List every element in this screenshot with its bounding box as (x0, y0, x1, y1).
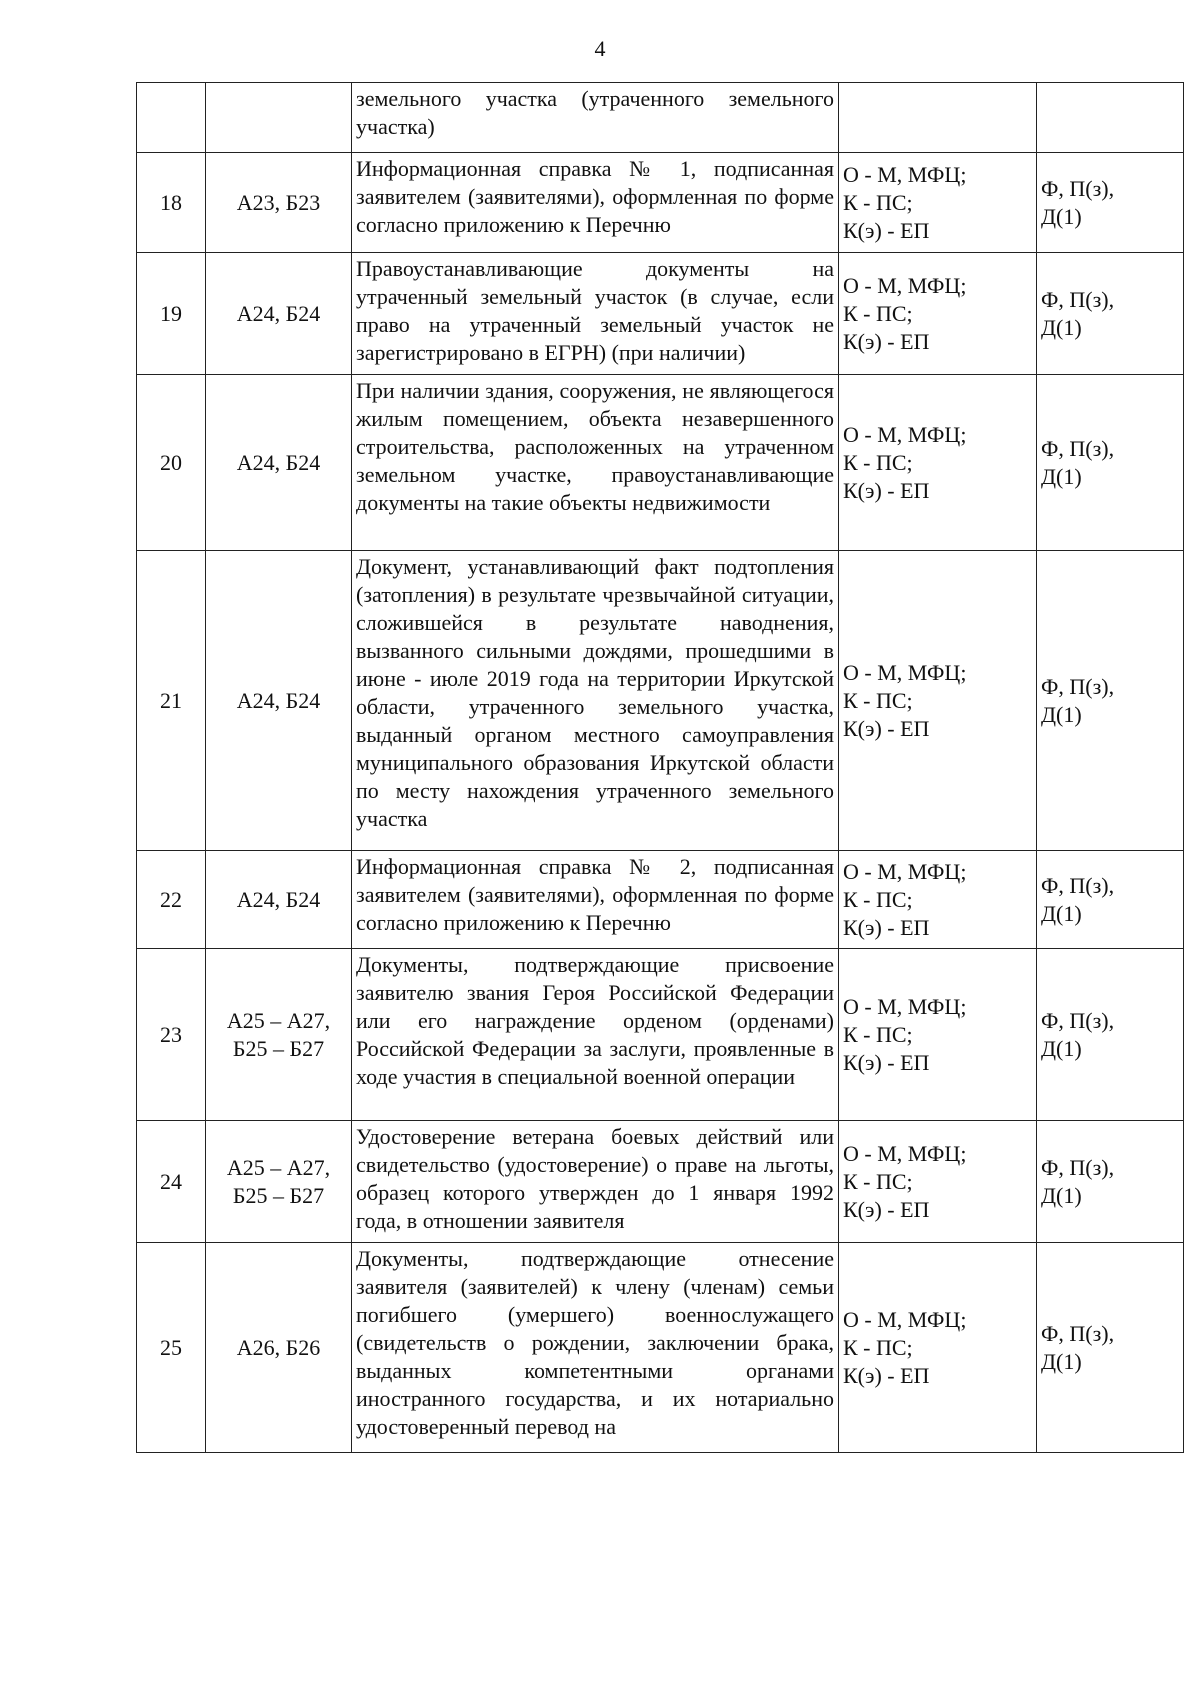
table-row (137, 83, 1184, 153)
row-submission-method (839, 1121, 1037, 1243)
submission-method-line: О - М, МФЦ; (843, 161, 967, 187)
row-submission-method (839, 851, 1037, 949)
row-number (137, 83, 206, 153)
row-number: 24 (137, 1121, 206, 1243)
row-description: Документ, устанавливающий факт подтопления (затопления) в результате чрезвычайной ситуации, сложившейся в результате наводнения, вызванного сильными дождями, прошедшими в июне - июле 2019 года на территории Иркутской области, утраченного земельного участка, выданный органом местного самоуправления муниципального образования Иркутской области по месту нахождения утраченного земельного участка (352, 551, 839, 851)
row-code (206, 83, 352, 153)
row-description: При наличии здания, сооружения, не являющегося жилым помещением, объекта незавершенного строительства, расположенных на утраченном земельном участке, правоустанавливающие документы на такие объекты недвижимости (352, 375, 839, 551)
submission-method-line: К - ПС; (843, 189, 913, 215)
row-document-codes (1037, 153, 1184, 253)
submission-method-line: К(э) - ЕП (843, 477, 930, 503)
document-code-line: Д(1) (1041, 463, 1082, 489)
row-description: Информационная справка № 1, подписанная заявителем (заявителями), оформленная по форме согласно приложению к Перечню (352, 153, 839, 253)
submission-method-line: О - М, МФЦ; (843, 993, 967, 1019)
table-row (137, 949, 1184, 1121)
row-number: 18 (137, 153, 206, 253)
row-document-codes (1037, 851, 1184, 949)
row-description: Информационная справка № 2, подписанная заявителем (заявителями), оформленная по форме согласно приложению к Перечню (352, 851, 839, 949)
submission-method-line: К(э) - ЕП (843, 328, 930, 354)
submission-method-line: К(э) - ЕП (843, 217, 930, 243)
row-document-codes (1037, 1243, 1184, 1453)
submission-method-line: О - М, МФЦ; (843, 659, 967, 685)
document-code-line: Ф, П(з), (1041, 175, 1115, 201)
table-row (137, 153, 1184, 253)
document-code-line: Ф, П(з), (1041, 435, 1115, 461)
row-description: Правоустанавливающие документы на утраченный земельный участок (в случае, если право на утраченный земельный участок не зарегистрировано в ЕГРН) (при наличии) (352, 253, 839, 375)
row-document-codes (1037, 1121, 1184, 1243)
row-description: Документы, подтверждающие отнесение заявителя (заявителей) к члену (членам) семьи погибшего (умершего) военнослужащего (свидетельств о рождении, заключении брака, выданных компетентными органами иностранного государства, и их нотариально удостоверенный перевод на (352, 1243, 839, 1453)
row-document-codes (1037, 375, 1184, 551)
table-row (137, 851, 1184, 949)
submission-method-line: К - ПС; (843, 1334, 913, 1360)
document-code-line: Д(1) (1041, 900, 1082, 926)
row-submission-method (839, 83, 1037, 153)
submission-method-line: К(э) - ЕП (843, 715, 930, 741)
submission-method-line: О - М, МФЦ; (843, 858, 967, 884)
row-submission-method (839, 253, 1037, 375)
table-row (137, 1243, 1184, 1453)
row-number: 25 (137, 1243, 206, 1453)
row-description: Документы, подтверждающие присвоение заявителю звания Героя Российской Федерации или его награждение орденом (орденами) Российской Федерации за заслуги, проявленные в ходе участия в специальной военной операции (352, 949, 839, 1121)
document-code-line: Д(1) (1041, 314, 1082, 340)
row-description: земельного участка (утраченного земельного участка) (352, 83, 839, 153)
document-code-line: Ф, П(з), (1041, 1007, 1115, 1033)
submission-method-line: К(э) - ЕП (843, 1362, 930, 1388)
submission-method-line: К - ПС; (843, 886, 913, 912)
document-code-line: Ф, П(з), (1041, 286, 1115, 312)
document-code-line: Д(1) (1041, 203, 1082, 229)
document-code-line: Д(1) (1041, 701, 1082, 727)
submission-method-line: К(э) - ЕП (843, 914, 930, 940)
submission-method-line: О - М, МФЦ; (843, 421, 967, 447)
submission-method-line: К - ПС; (843, 1168, 913, 1194)
submission-method-line: О - М, МФЦ; (843, 1140, 967, 1166)
row-submission-method (839, 1243, 1037, 1453)
table-row (137, 253, 1184, 375)
row-number: 20 (137, 375, 206, 551)
submission-method-line: К - ПС; (843, 1021, 913, 1047)
document-code-line: Д(1) (1041, 1348, 1082, 1374)
row-number: 21 (137, 551, 206, 851)
row-submission-method (839, 551, 1037, 851)
row-code: А24, Б24 (206, 551, 352, 851)
row-code: А26, Б26 (206, 1243, 352, 1453)
row-code: А24, Б24 (206, 851, 352, 949)
row-number: 19 (137, 253, 206, 375)
row-document-codes (1037, 551, 1184, 851)
row-code: А23, Б23 (206, 153, 352, 253)
submission-method-line: К - ПС; (843, 449, 913, 475)
row-description: Удостоверение ветерана боевых действий или свидетельство (удостоверение) о праве на льготы, образец которого утвержден до 1 января 1992 года, в отношении заявителя (352, 1121, 839, 1243)
submission-method-line: К - ПС; (843, 300, 913, 326)
submission-method-line: К(э) - ЕП (843, 1196, 930, 1222)
submission-method-line: К - ПС; (843, 687, 913, 713)
table-row (137, 1121, 1184, 1243)
document-code-line: Ф, П(з), (1041, 673, 1115, 699)
document-code-line: Д(1) (1041, 1182, 1082, 1208)
documents-table (136, 82, 1184, 1453)
row-document-codes (1037, 253, 1184, 375)
submission-method-line: О - М, МФЦ; (843, 272, 967, 298)
row-submission-method (839, 375, 1037, 551)
page-number: 4 (594, 36, 606, 61)
table-row (137, 551, 1184, 851)
row-code: А25 – А27, Б25 – Б27 (206, 1121, 352, 1243)
row-number: 22 (137, 851, 206, 949)
row-code: А24, Б24 (206, 375, 352, 551)
row-document-codes (1037, 83, 1184, 153)
table-row (137, 375, 1184, 551)
row-number: 23 (137, 949, 206, 1121)
row-code: А24, Б24 (206, 253, 352, 375)
row-submission-method (839, 153, 1037, 253)
row-submission-method (839, 949, 1037, 1121)
document-code-line: Ф, П(з), (1041, 1320, 1115, 1346)
document-code-line: Ф, П(з), (1041, 872, 1115, 898)
row-document-codes (1037, 949, 1184, 1121)
document-code-line: Ф, П(з), (1041, 1154, 1115, 1180)
submission-method-line: К(э) - ЕП (843, 1049, 930, 1075)
document-code-line: Д(1) (1041, 1035, 1082, 1061)
row-code: А25 – А27, Б25 – Б27 (206, 949, 352, 1121)
submission-method-line: О - М, МФЦ; (843, 1306, 967, 1332)
